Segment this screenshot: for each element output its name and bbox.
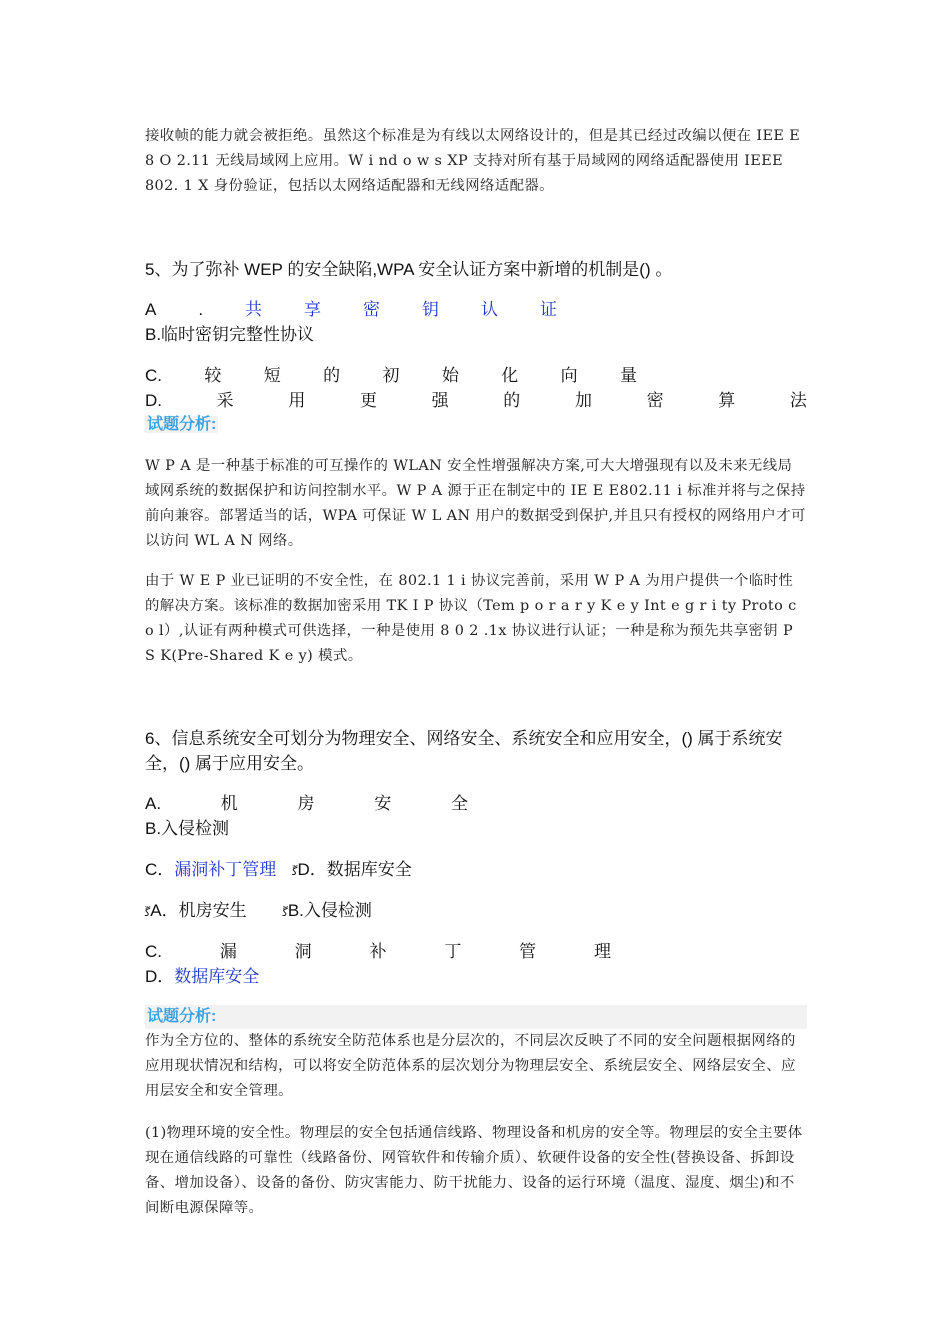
- q6-option-c-char: C.: [145, 942, 162, 961]
- q6-analysis-paragraph-1: 作为全方位的、整体的系统安全防范体系也是分层次的，不同层次反映了不同的安全问题根据网络的应用现状情况和结构，可以将安全防范体系的层次划分为物理层安全、系统层安全、网络层安全、应用层安全和安全管理。: [145, 1033, 796, 1099]
- q5-option-d-char: 密: [646, 391, 664, 410]
- q6-inline-d-text: D．数据库安全: [297, 860, 412, 879]
- q5-option-d-char: 采: [216, 391, 234, 410]
- q6-option-a-char: 机: [220, 794, 238, 813]
- q6-inline-mark: ﮜ: [292, 866, 298, 878]
- q5-option-a-char: 钥: [422, 300, 439, 319]
- q6-inline-options-1: [145, 857, 807, 885]
- q6-option-a-char: A.: [145, 794, 162, 813]
- q6-inline2-b: [283, 898, 372, 926]
- q5-option-d-char: 更: [359, 391, 377, 410]
- q6-option-b: B.入侵检测: [145, 819, 230, 838]
- q5-option-a-char: 认: [480, 300, 498, 319]
- q5-option-c: [145, 363, 637, 388]
- q5-option-d-char: 用: [288, 391, 306, 410]
- q5-option-c-char: 的: [323, 366, 341, 385]
- q5-option-a-char: 享: [304, 300, 322, 319]
- q6-inline-c-prefix: C．: [145, 860, 175, 879]
- q6-option-d-prefix: D．: [145, 967, 175, 986]
- q5-option-a-char: 共: [245, 300, 263, 319]
- q6-inline2-a-text: A．机房安生: [150, 901, 247, 920]
- q5-option-c-char: 较: [204, 366, 222, 385]
- q5-option-a-char: 证: [539, 300, 557, 319]
- q5-option-a-char: A: [145, 300, 157, 319]
- q6-inline2-mark-a: ﮜ: [145, 907, 151, 919]
- q6-option-c-char: 管: [519, 942, 537, 961]
- q5-question: 5、为了弥补 WEP 的安全缺陷,WPA 安全认证方案中新增的机制是() 。: [145, 260, 673, 279]
- q5-option-c-char: 始: [441, 366, 459, 385]
- q5-option-c-char: 短: [263, 366, 281, 385]
- q6-option-c-char: 理: [593, 942, 611, 961]
- q6-option-a-char: 房: [297, 794, 315, 813]
- q6-option-a-char: 安: [374, 794, 392, 813]
- q6-option-a-char: 全: [451, 794, 468, 813]
- q5-analysis-paragraph-2: 由于 W E P 业已证明的不安全性，在 802.1 1 i 协议完善前，采用 W P A 为用户提供一个临时性的解决方案。该标准的数据加密采用 TK I P 协议（Tem p o r a r y K e y Int e g r i ty Proto c o l）,认证有两种模式可供选择，一种是使用 8 0 2 .1x 协议进行认证；一种是称为预先共享密钥 P S K(Pre-Shared K e y) 模式。: [145, 573, 797, 664]
- q5-option-a: [145, 297, 557, 322]
- q5-option-d-char: 强: [431, 391, 449, 410]
- q5-option-a-char: 密: [363, 300, 381, 319]
- q6-analysis-paragraph-2: (1)物理环境的安全性。物理层的安全包括通信线路、物理设备和机房的安全等。物理层的安全主要体现在通信线路的可靠性（线路备份、网管软件和传输介质）、软硬件设备的安全性(替换设备、拆卸设备、增加设备）、设备的备份、防灾害能力、防干扰能力、设备的运行环境（温度、湿度、烟尘)和不间断电源保障等。: [145, 1125, 803, 1216]
- q5-option-c-char: C.: [145, 366, 162, 385]
- q5-option-c-char: 量: [620, 366, 637, 385]
- q5-option-d-char: 法: [789, 391, 807, 410]
- q6-inline-c: [145, 857, 276, 885]
- q6-option-c-char: 漏: [219, 942, 237, 961]
- q5-option-d-char: 加: [574, 391, 592, 410]
- q6-option-d-text: 数据库安全: [174, 967, 260, 986]
- q5-option-c-char: 化: [501, 366, 519, 385]
- q6-option-c-char: 洞: [294, 942, 312, 961]
- q5-option-b: B.临时密钥完整性协议: [145, 325, 315, 344]
- q5-analysis-paragraph-1: W P A 是一种基于标准的可互操作的 WLAN 安全性增强解决方案,可大大增强现有以及未来无线局域网系统的数据保护和访问控制水平。W P A 源于正在制定中的 IE E E802.11 i 标准并将与之保持前向兼容。部署适当的话，WPA 可保证 W L AN 用户的数据受到保护,并且只有授权的网络用户才可以访问 WL A N 网络。: [145, 458, 806, 549]
- q6-inline2-mark-b: ﮜ: [282, 907, 288, 919]
- q6-option-a: [145, 791, 468, 816]
- q6-inline-c-text: 漏洞补丁管理: [174, 860, 277, 879]
- q6-option-d: [145, 964, 807, 989]
- q6-option-c: [145, 939, 611, 964]
- q6-analysis-header: [145, 1005, 807, 1029]
- intro-paragraph: 接收帧的能力就会被拒绝。虽然这个标准是为有线以太网络设计的，但是其已经过改编以便在 IEE E 8 O 2.11 无线局域网上应用。W i nd o w s XP 支持对所有基于局域网的网络适配器使用 IEEE 802. 1 X 身份验证，包括以太网络适配器和无线网络适配器。: [145, 128, 801, 194]
- q5-analysis-label: 试题分析:: [147, 416, 217, 433]
- q6-question: 6、信息系统安全可划分为物理安全、网络安全、系统安全和应用安全，() 属于系统安全，() 属于应用安全。: [145, 729, 783, 773]
- q5-option-d: [145, 388, 807, 413]
- q5-analysis-header: [145, 413, 807, 437]
- q6-inline-d: [292, 857, 412, 885]
- q6-analysis-label: 试题分析:: [147, 1008, 217, 1025]
- q5-option-c-char: 初: [382, 366, 400, 385]
- q6-inline2-b-text: B.入侵检测: [287, 901, 372, 920]
- q5-option-c-char: 向: [560, 366, 578, 385]
- q5-option-d-char: D.: [145, 391, 162, 410]
- q5-option-d-char: 算: [718, 391, 736, 410]
- q5-option-a-char: .: [198, 300, 204, 319]
- q5-option-d-char: 的: [503, 391, 521, 410]
- q6-inline-options-2: [145, 898, 807, 926]
- q6-option-c-char: 丁: [444, 942, 462, 961]
- q6-inline2-a: [145, 898, 247, 926]
- q6-option-c-char: 补: [369, 942, 387, 961]
